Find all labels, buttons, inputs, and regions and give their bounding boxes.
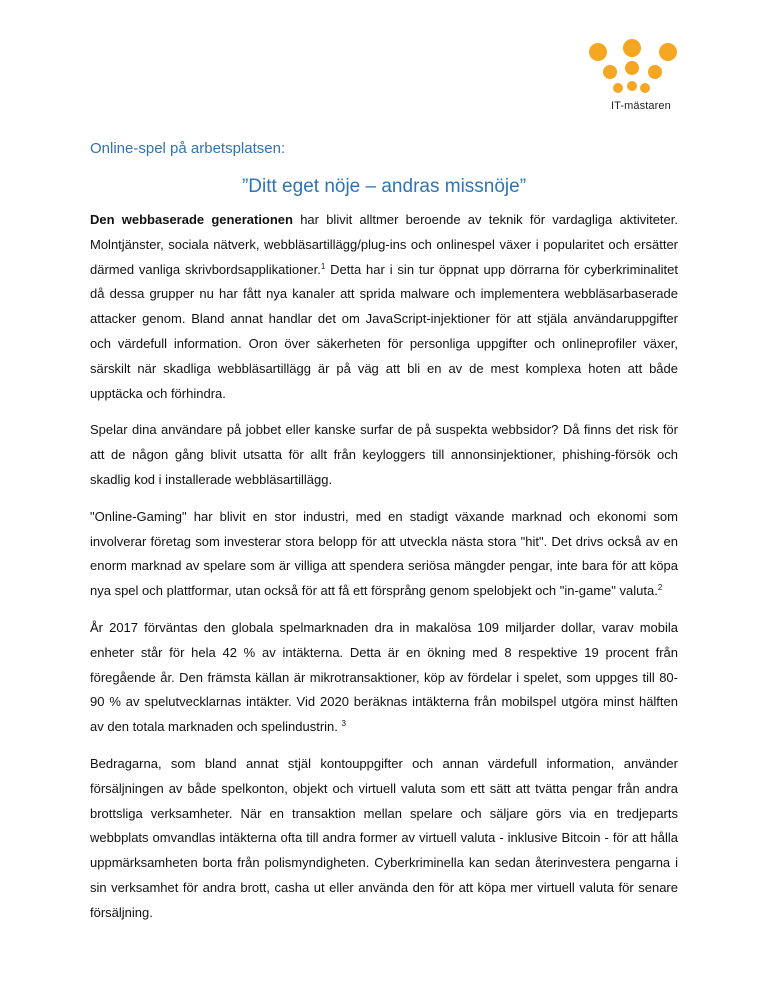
document-body <box>90 208 678 938</box>
logo-dot <box>659 43 677 61</box>
document-title: ”Ditt eget nöje – andras missnöje” <box>241 176 527 197</box>
logo-dot <box>627 81 637 91</box>
paragraph <box>90 616 678 740</box>
paragraph-text: har blivit alltmer beroende av teknik för vardagliga aktiviteter. Molntjänster, sociala nätverk, webbläsartillägg/plug-ins och onlinespel växer i popularitet och ersätter därmed vanliga skrivbordsapplikationer. <box>90 212 678 277</box>
logo-dot <box>603 65 617 79</box>
paragraph-lead: Den webbaserade generationen <box>90 212 293 227</box>
logo-dot <box>613 83 623 93</box>
paragraph-text: "Online-Gaming" har blivit en stor industri, med en stadigt växande marknad och ekonomi som involverar företag som investerar stora belopp för att utveckla nästa stora "hit". Det drivs också av en enorm marknad av spelare som är villiga att spendera seriösa mängder pengar, inte bara för att köpa nya spel och plattformar, utan också för att få ett försprång genom spelobjekt och "in-game" valuta. <box>90 508 678 599</box>
paragraph-text: Spelar dina användare på jobbet eller kanske surfar de på suspekta webbsidor? Då finns det risk för att de någon gång blivit utsatta för allt från keyloggers till annonsinjektioner, phishing-försök och skadlig kod i installerade webbläsartillägg. <box>90 422 678 487</box>
footnote-ref: 2 <box>657 583 663 593</box>
logo-dot <box>648 65 662 79</box>
logo-dot <box>589 43 607 61</box>
paragraph-text: Detta har i sin tur öppnat upp dörrarna för cyberkriminalitet då dessa grupper nu har fått nya kanaler att sprida malware och implementera webbläsarbaserade attacker genom. Bland annat handlar det om JavaScript-injektioner för att stjäla användaruppgifter och värdefull information. Oron över säkerheten för personliga uppgifter och onlineprofiler växer, särskilt när skadliga webbläsartillägg är på väg att bli en av de mest komplexa hoten att både upptäcka och förhindra. <box>90 261 678 401</box>
paragraph <box>90 752 678 926</box>
paragraph-text: Bedragarna, som bland annat stjäl kontouppgifter och annan värdefull information, använder försäljningen av både spelkonton, objekt och virtuell valuta som ett sätt att tvätta pengar från andra brottsliga verksamheter. När en transaktion mellan spelare och säljare görs via en tredjeparts webbplats omvandlas intäkterna ofta till andra former av virtuell valuta - inklusive Bitcoin - för att hålla uppmärksamheten borta från polismyndigheten. Cyberkriminella kan sedan återinvestera pengarna i sin verksamhet för andra brott, casha ut eller använda den för att köpa mer virtuell valuta för senare försäljning. <box>90 755 678 920</box>
footnote-ref: 3 <box>341 719 346 729</box>
paragraph <box>90 418 678 492</box>
logo-dot <box>625 61 639 75</box>
document-subtitle: Online-spel på arbetsplatsen: <box>90 140 286 157</box>
footnote-ref: 1 <box>320 261 326 271</box>
logo-dot <box>640 83 650 93</box>
logo-dot <box>623 39 641 57</box>
paragraph <box>90 208 678 406</box>
paragraph <box>90 505 678 604</box>
paragraph-text: År 2017 förväntas den globala spelmarknaden dra in makalösa 109 miljarder dollar, varav mobila enheter står för hela 42 % av intäkterna. Detta är en ökning med 8 respektive 19 procent från föregående år. Den främsta källan är mikrotransaktioner, köp av fördelar i spelet, som uppges till 80-90 % av spelutvecklarnas intäkter. Vid 2020 beräknas intäkterna från mobilspel utgöra minst hälften av den totala marknaden och spelindustrin. <box>90 619 678 735</box>
logo-text: IT-mästaren <box>611 100 671 112</box>
